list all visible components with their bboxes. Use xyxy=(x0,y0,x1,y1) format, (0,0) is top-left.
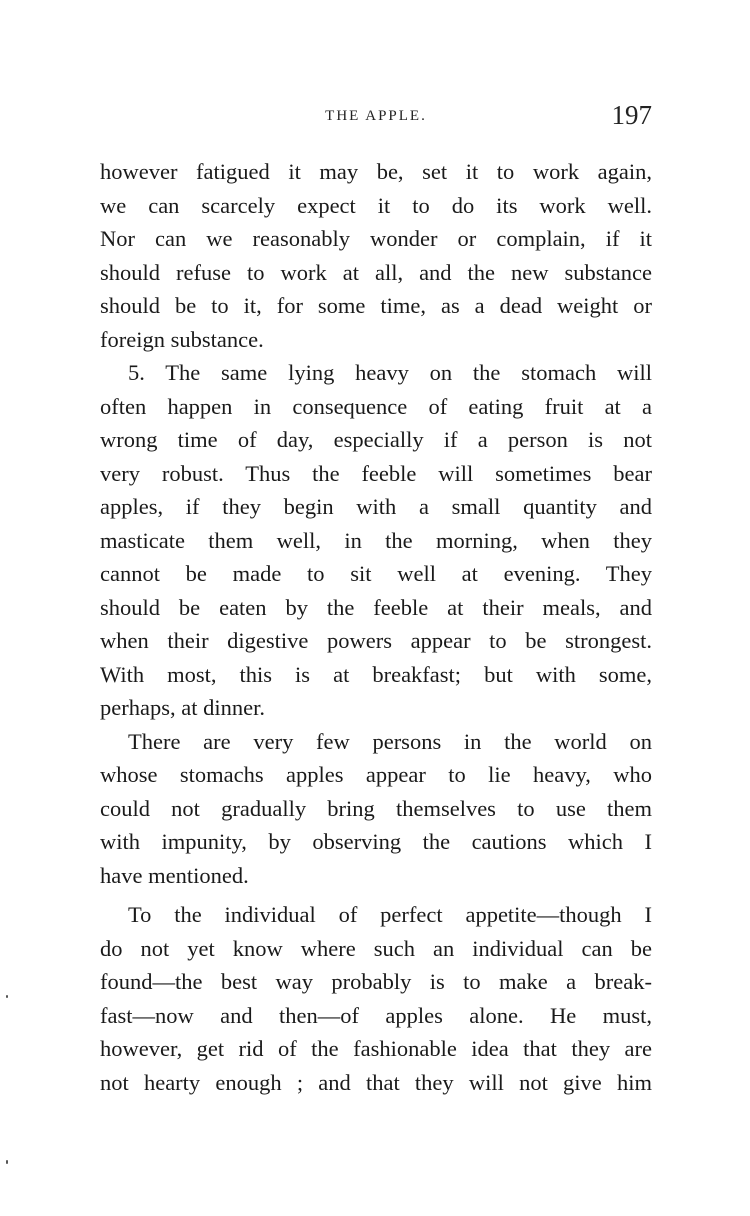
text-line: we can scarcely expect it to do its work well. xyxy=(100,192,652,218)
text-line: foreign substance. xyxy=(100,326,264,352)
text-line: however, get rid of the fashionable idea that they are xyxy=(100,1036,652,1061)
text-line: with impunity, by observing the cautions which I xyxy=(100,829,652,854)
text-line: often happen in consequence of eating fruit at a xyxy=(100,393,652,419)
text-line: Nor can we reasonably wonder or complain, if it xyxy=(100,226,652,251)
text-line: whose stomachs apples appear to lie heavy, who xyxy=(100,762,652,787)
text-line: apples, if they begin with a small quantity and xyxy=(100,494,652,519)
text-line: should be eaten by the feeble at their meals, and xyxy=(100,594,652,620)
text-line: should refuse to work at all, and the new substance xyxy=(100,259,652,285)
text-line: do not yet know where such an individual can be xyxy=(100,935,652,961)
text-line: should be to it, for some time, as a dead weight or xyxy=(100,293,652,318)
text-line: masticate them well, in the morning, when they xyxy=(100,527,652,553)
running-head xyxy=(100,100,652,136)
scan-speck xyxy=(6,995,8,998)
text-line: when their digestive powers appear to be strongest. xyxy=(100,628,652,653)
text-line: perhaps, at dinner. xyxy=(100,695,265,720)
text-line: could not gradually bring themselves to use them xyxy=(100,795,652,821)
text-line: With most, this is at breakfast; but with some, xyxy=(100,661,652,687)
text-line: have mentioned. xyxy=(100,862,249,888)
scan-speck xyxy=(6,1160,8,1164)
running-title: THE APPLE. xyxy=(325,108,427,124)
paragraph xyxy=(100,356,652,725)
body-text xyxy=(100,155,652,1099)
paragraph xyxy=(100,155,652,356)
text-line: however fatigued it may be, set it to work again, xyxy=(100,159,652,184)
text-line: found—the best way probably is to make a break- xyxy=(100,969,652,994)
paragraph xyxy=(100,898,652,1099)
text-line: very robust. Thus the feeble will sometimes bear xyxy=(100,460,652,486)
text-line: wrong time of day, especially if a person is not xyxy=(100,427,652,452)
text-line: cannot be made to sit well at evening. They xyxy=(100,561,652,586)
page-number: 197 xyxy=(611,100,652,130)
paragraph xyxy=(100,725,652,893)
text-line: To the individual of perfect appetite—though I xyxy=(128,902,652,927)
text-line: 5. The same lying heavy on the stomach will xyxy=(128,360,652,385)
text-line: not hearty enough ; and that they will not give him xyxy=(100,1069,652,1095)
text-line: There are very few persons in the world on xyxy=(128,728,652,754)
text-line: fast—now and then—of apples alone. He must, xyxy=(100,1002,652,1028)
